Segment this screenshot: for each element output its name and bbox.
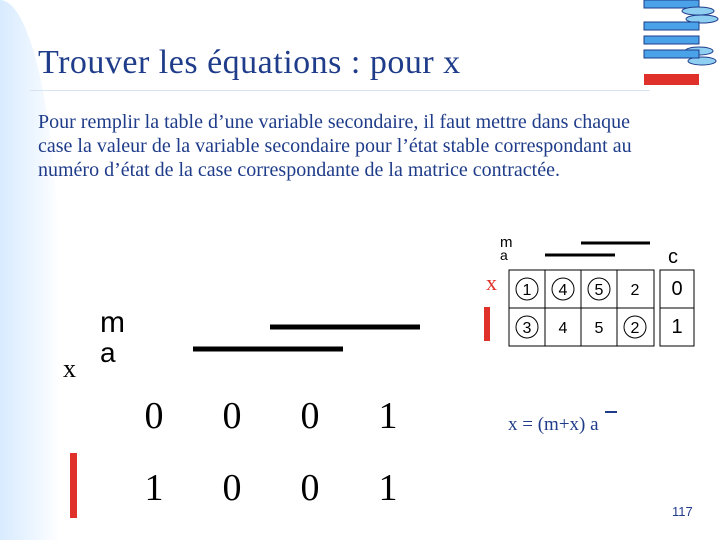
page-number: 117 xyxy=(672,504,693,519)
small-r1-c4: 2 xyxy=(630,282,640,299)
small-r2-c1: 3 xyxy=(522,320,532,337)
small-var-x: x xyxy=(486,270,497,295)
small-r1-c2: 4 xyxy=(558,282,568,299)
big-r1-c3: 0 xyxy=(300,395,320,437)
a-overbar xyxy=(605,411,617,413)
small-r1-c1: 1 xyxy=(522,282,532,299)
slide-title: Trouver les équations : pour x xyxy=(38,44,461,81)
small-r1-c3: 5 xyxy=(594,282,604,299)
big-r1-c1: 0 xyxy=(144,395,164,437)
title-divider xyxy=(30,90,650,91)
big-r1-c2: 0 xyxy=(222,395,242,437)
body-paragraph: Pour remplir la table d’une variable secondaire, il faut mettre dans chaque case la valeur de la variable secondaire pour l’état stable correspondant au numéro d’état de la case correspondante de la matrice contractée. xyxy=(38,111,632,181)
small-r2-c4: 2 xyxy=(630,320,640,337)
small-r2-c2: 4 xyxy=(558,320,568,337)
small-c-val-2: 1 xyxy=(671,316,683,338)
small-c-val-1: 0 xyxy=(671,278,683,300)
small-matrix xyxy=(486,233,710,353)
small-col-c: c xyxy=(668,246,678,268)
big-r2-c1: 1 xyxy=(144,467,164,509)
big-matrix xyxy=(60,300,440,520)
logo xyxy=(636,0,720,90)
small-var-m: m xyxy=(500,234,513,251)
big-r2-c3: 0 xyxy=(300,467,320,509)
big-var-a: a xyxy=(100,337,116,368)
small-var-a: a xyxy=(500,247,508,263)
big-var-x: x xyxy=(63,354,76,383)
equation: x = (m+x) a xyxy=(508,414,599,435)
small-r2-c3: 5 xyxy=(594,320,604,337)
big-var-m: m xyxy=(100,306,125,339)
big-r2-c4: 1 xyxy=(378,467,398,509)
big-r2-c2: 0 xyxy=(222,467,242,509)
big-r1-c4: 1 xyxy=(378,395,398,437)
